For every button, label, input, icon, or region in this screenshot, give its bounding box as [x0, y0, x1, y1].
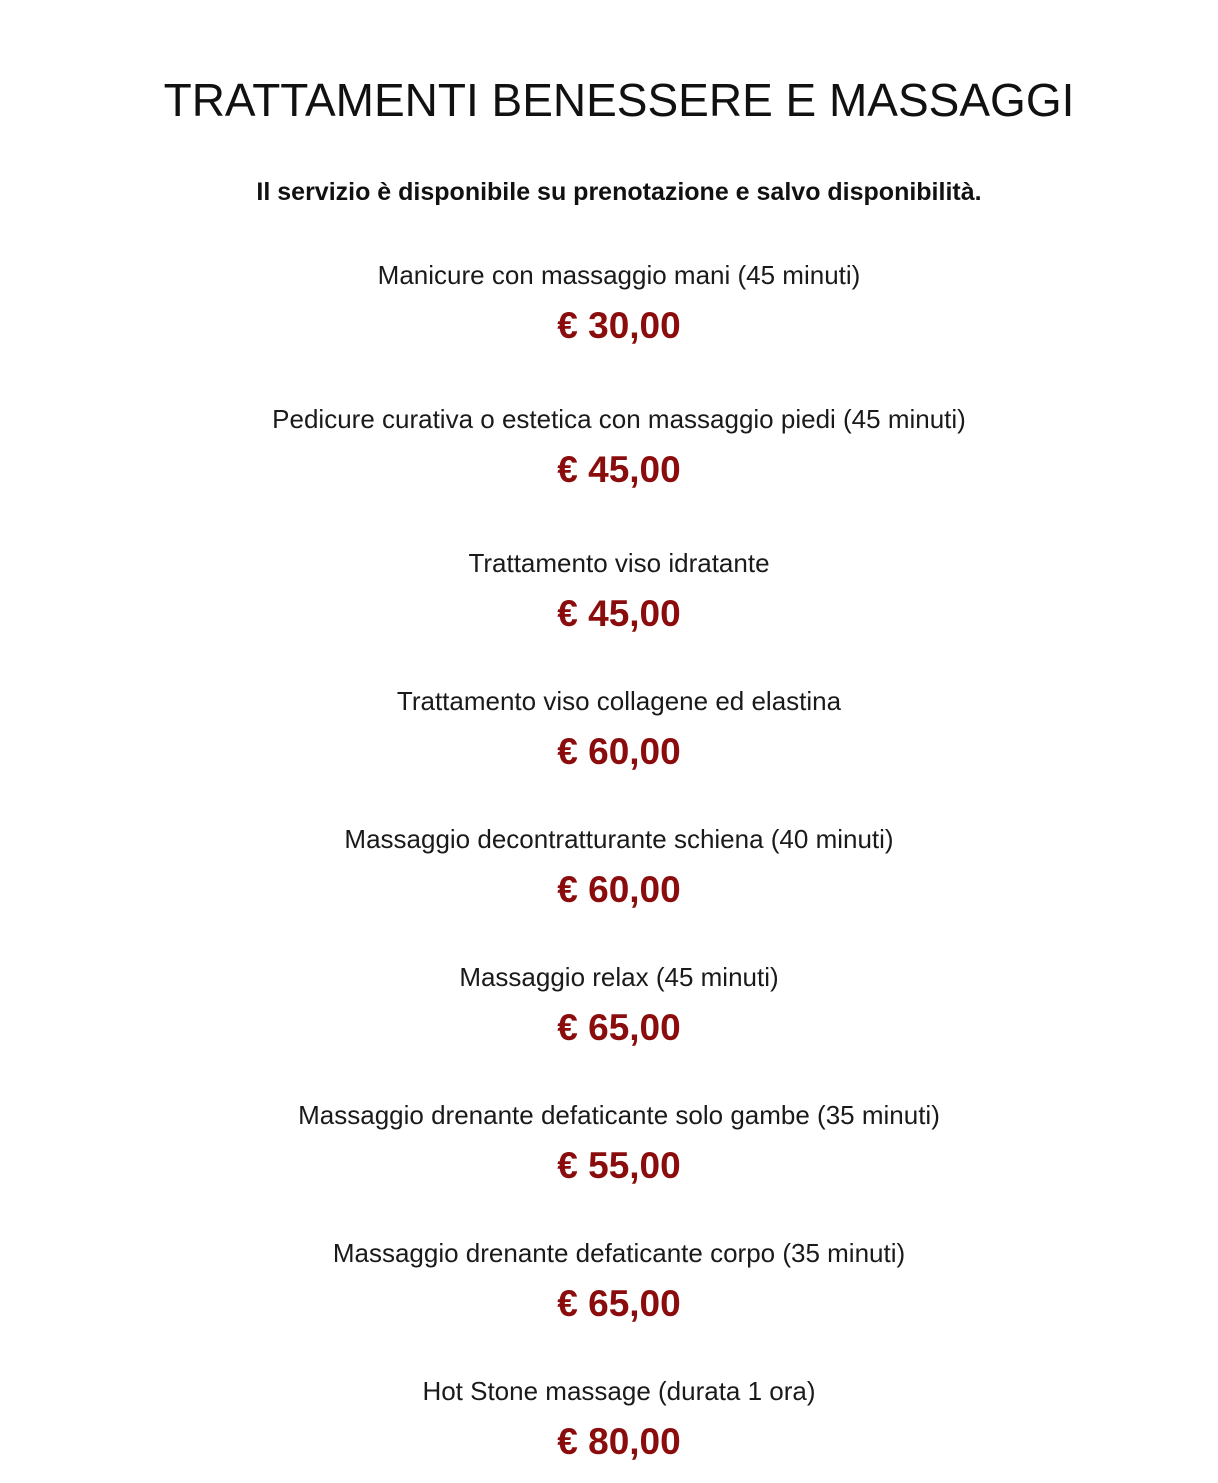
- treatment-name: Massaggio drenante defaticante corpo (35 minuti): [332, 1238, 906, 1268]
- list-item: [0, 1099, 1218, 1187]
- treatment-name: Massaggio relax (45 minuti): [459, 962, 779, 992]
- treatment-name: Trattamento viso idratante: [468, 548, 770, 578]
- treatment-price: € 80,00: [557, 1421, 681, 1462]
- treatment-name: Trattamento viso collagene ed elastina: [396, 686, 842, 716]
- treatment-name: Hot Stone massage (durata 1 ora): [422, 1376, 816, 1406]
- treatment-price: € 30,00: [557, 305, 681, 346]
- treatment-price: € 65,00: [557, 1007, 681, 1048]
- treatment-name: Massaggio decontratturante schiena (40 minuti): [344, 824, 894, 854]
- treatment-price: € 55,00: [557, 1145, 681, 1186]
- page-title: TRATTAMENTI BENESSERE E MASSAGGI: [163, 74, 1075, 126]
- treatment-name: Pedicure curativa o estetica con massaggio piedi (45 minuti): [272, 404, 966, 434]
- list-item: [0, 823, 1218, 911]
- list-item: [0, 547, 1218, 635]
- list-item: [0, 403, 1218, 491]
- booking-note: Il servizio è disponibile su prenotazione e salvo disponibilità.: [256, 178, 982, 206]
- list-item: [0, 1237, 1218, 1325]
- list-item: [0, 259, 1218, 347]
- treatment-price: € 65,00: [557, 1283, 681, 1324]
- list-item: [0, 685, 1218, 773]
- treatment-name: Manicure con massaggio mani (45 minuti): [377, 260, 861, 290]
- treatment-price: € 45,00: [557, 449, 681, 490]
- treatment-price: € 60,00: [557, 731, 681, 772]
- treatment-price: € 60,00: [557, 869, 681, 910]
- list-item: [0, 961, 1218, 1049]
- list-item: [0, 1375, 1218, 1463]
- treatment-name: Massaggio drenante defaticante solo gambe (35 minuti): [298, 1100, 940, 1130]
- treatment-price: € 45,00: [557, 593, 681, 634]
